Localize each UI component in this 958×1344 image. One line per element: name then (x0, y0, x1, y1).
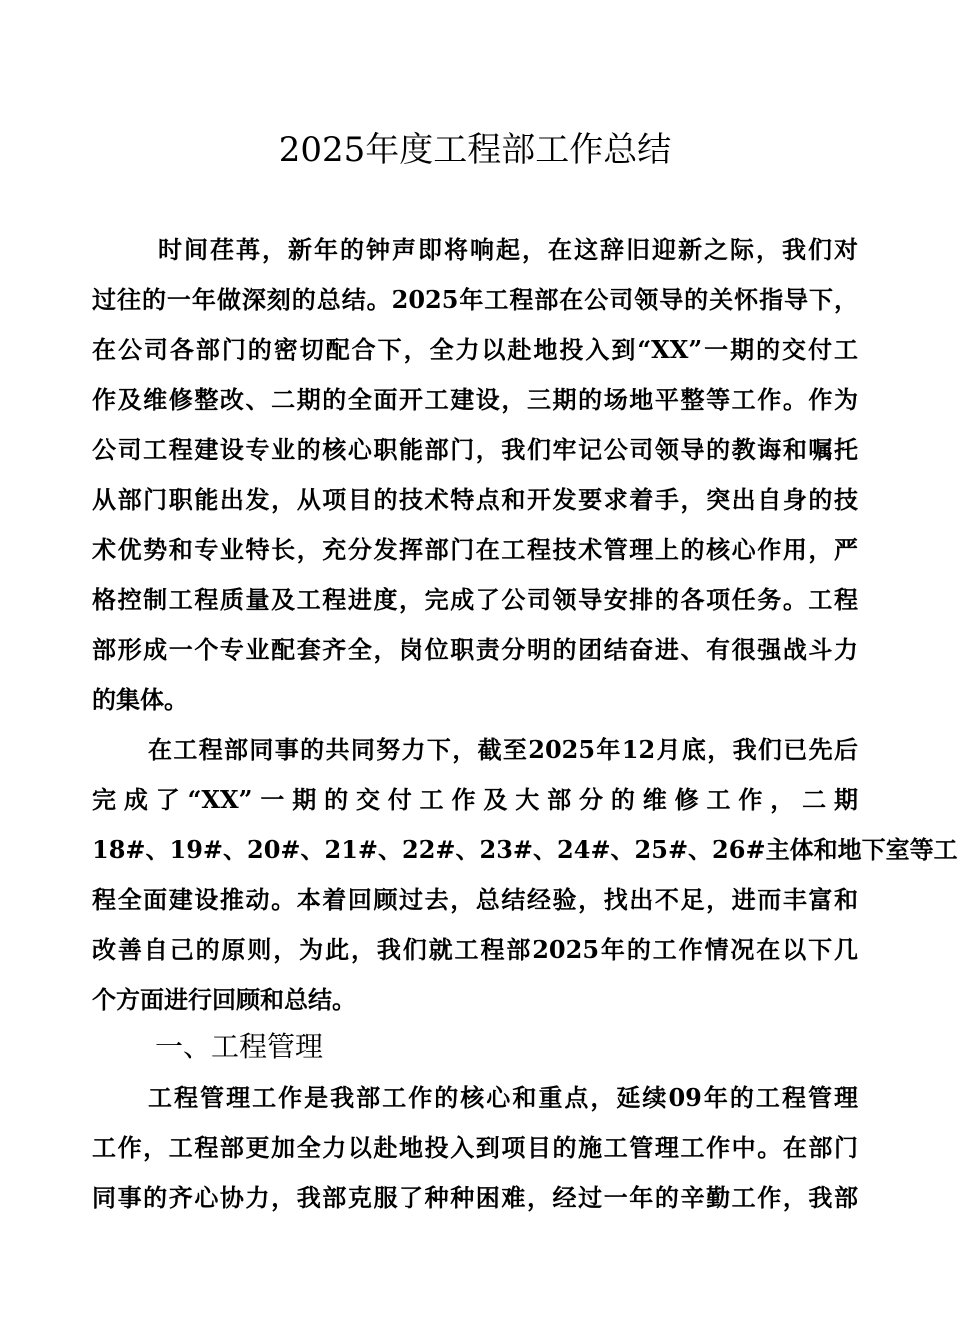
document-title: 2025年度工程部工作总结 (278, 130, 672, 170)
paragraph-line: 在工程部同事的共同努力下，截至2025年12月底，我们已先后 (148, 735, 858, 764)
paragraph-line: 部形成一个专业配套齐全，岗位职责分明的团结奋进、有很强战斗力 (92, 635, 858, 664)
paragraph-line: 的集体。 (92, 685, 188, 714)
paragraph-line: 格控制工程质量及工程进度，完成了公司领导安排的各项任务。工程 (92, 585, 858, 614)
paragraph-line: 完成了“XX”一期的交付工作及大部分的维修工作，二期 (92, 785, 858, 814)
paragraph-line: 18#、19#、20#、21#、22#、23#、24#、25#、26#主体和地下室等工 (92, 835, 958, 864)
paragraph-line: 过往的一年做深刻的总结。2025年工程部在公司领导的关怀指导下， (92, 285, 858, 314)
paragraph-line: 从部门职能出发，从项目的技术特点和开发要求着手，突出自身的技 (92, 485, 858, 514)
section-heading: 一、工程管理 (155, 1030, 324, 1063)
paragraph-line: 个方面进行回顾和总结。 (92, 985, 356, 1014)
paragraph-line: 同事的齐心协力，我部克服了种种困难，经过一年的辛勤工作，我部 (92, 1183, 858, 1212)
paragraph-line: 改善自己的原则，为此，我们就工程部2025年的工作情况在以下几 (92, 935, 858, 964)
paragraph-line: 时间荏苒，新年的钟声即将响起，在这辞旧迎新之际，我们对 (158, 235, 858, 264)
paragraph-line: 程全面建设推动。本着回顾过去，总结经验，找出不足，进而丰富和 (92, 885, 858, 914)
paragraph-line: 作及维修整改、二期的全面开工建设，三期的场地平整等工作。作为 (92, 385, 858, 414)
paragraph-line: 术优势和专业特长，充分发挥部门在工程技术管理上的核心作用，严 (92, 535, 858, 564)
paragraph-line: 工程管理工作是我部工作的核心和重点，延续09年的工程管理 (148, 1083, 858, 1112)
paragraph-line: 公司工程建设专业的核心职能部门，我们牢记公司领导的教诲和嘱托 (92, 435, 858, 464)
paragraph-line: 工作，工程部更加全力以赴地投入到项目的施工管理工作中。在部门 (92, 1133, 858, 1162)
paragraph-line: 在公司各部门的密切配合下，全力以赴地投入到“XX”一期的交付工 (92, 335, 858, 364)
